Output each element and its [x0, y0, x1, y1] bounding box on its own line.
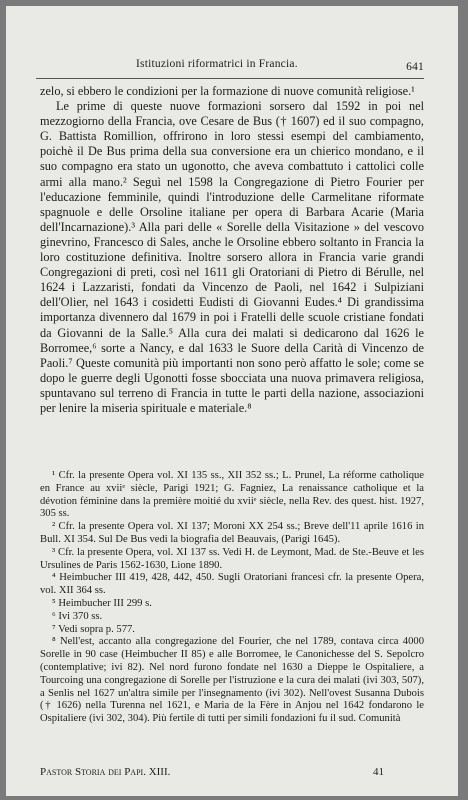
footer-signature: Pastor Storia dei Papi. XIII. — [40, 766, 171, 778]
footnotes — [40, 470, 424, 726]
running-head — [36, 58, 430, 76]
footnote: ⁴ Heimbucher III 419, 428, 442, 450. Sugli Oratoriani francesi cfr. la presente Opera, vol. XII 364 ss. — [40, 572, 424, 597]
footnote: ¹ Cfr. la presente Opera vol. XI 135 ss., XII 352 ss.; L. Prunel, La réforme catholique en France au xviiᵉ siècle, Parigi 1921; G. Fagniez, La renaissance catholique et la dévotion féminine dans la première moitié du xviiᵉ siècle, nella Rev. des quest. hist. 1927, 305 ss. — [40, 470, 424, 520]
main-text — [40, 84, 424, 416]
running-title: Istituzioni riformatrici in Francia. — [136, 58, 298, 70]
header-rule — [36, 78, 424, 79]
footer-sheet-number: 41 — [373, 766, 384, 778]
footnote: ³ Cfr. la presente Opera, vol. XI 137 ss. Vedi H. de Leymont, Mad. de Ste.-Beuve et les Ursulines de Paris 1562-1630, Lione 1890. — [40, 546, 424, 571]
footnote: ⁶ Ivi 370 ss. — [52, 610, 103, 622]
footnote: ⁷ Vedi sopra p. 577. — [52, 623, 135, 635]
book-page — [6, 6, 458, 796]
paragraph: Le prime di queste nuove formazioni sorsero dal 1592 in poi nel mezzogiorno della Francia, ove Cesare de Bus († 1607) ed il suo compagno, G. Battista Romillion, offrirono in loro stessi esempi del cambiamento, poichè il De Bus prima della sua conversione era un chierico mondano, e il suo compagno era stato un ugonotto, che aveva combattuto i cattolici colle armi alla mano.² Seguì nel 1598 la Congregazione di Pietro Fourier per l'educazione femminile, quindi l'introduzione delle Carmelitane riformate spagnuole e delle Orsoline italiane per opera di Barbara Acarie (Maria dell'Incarnazione).³ Alla pari delle « Sorelle della Visitazione » del vescovo ginevrino, Francesco di Sales, anche le Orsoline ebbero soltanto in Francia la loro costituzione definitiva. Inoltre sorsero allora in Francia varie grandi Congregazioni di preti, così nel 1611 gli Oratoriani di Pietro di Bérulle, nel 1624 i Lazzaristi, fondati da Vincenzo de Paoli, nel 1642 i Sulpiziani dell'Olier, nel 1643 i cosidetti Eudisti di Giovanni Eudes.⁴ Di grandissima importanza divennero dal 1679 in poi i Fratelli delle scuole cristiane fondati da Giovanni de la Salle.⁵ Alla cura dei malati si dedicarono dal 1626 le Borromee,⁶ sorte a Nancy, e dal 1633 le Suore della Carità di Vincenzo de Paoli.⁷ Queste comunità più importanti non sono però affatto le sole; come se dopo le guerre degli Ugonotti fosse sbocciata una nuova primavera religiosa, spuntavano sul terreno di Francia in tutte le parti della nazione, associazioni per lenire la miseria spirituale e materiale.⁸ — [40, 99, 424, 415]
page-number: 641 — [406, 61, 424, 73]
footnote: ⁸ Nell'est, accanto alla congregazione del Fourier, che nel 1789, contava circa 4000 Sorelle in 90 case (Heimbucher II 85) e alle Borromee, le Canonichesse del S. Sepolcro (contemplative; ivi 82). Nel nord furono fondate nel 1630 a Dieppe le Ospitaliere, a Tourcoing una congregazione di Sorelle per l'istruzione e la cura dei malati (ivi 303, 507), a Senlis nel 1627 un'altra simile per l'insegnamento (ivi 302). Nell'ovest Susanna Dubois († 1626) nella Turenna nel 1621, e Maria de la Fère in Anjou nel 1642 fondarono le Ospitaliere (ivi 302, 304). Più fertile di tutti per simili fondazioni fu il sud. Comunità — [40, 636, 424, 725]
footnote: ² Cfr. la presente Opera vol. XI 137; Moroni XX 254 ss.; Breve dell'11 aprile 1616 in Bull. XI 354. Sul De Bus vedi la biografia del Beauvais, (Parigi 1645). — [40, 521, 424, 545]
footnote: ⁵ Heimbucher III 299 s. — [52, 597, 152, 609]
paragraph: zelo, si ebbero le condizioni per la formazione di nuove comunità religiose.¹ — [40, 84, 415, 98]
